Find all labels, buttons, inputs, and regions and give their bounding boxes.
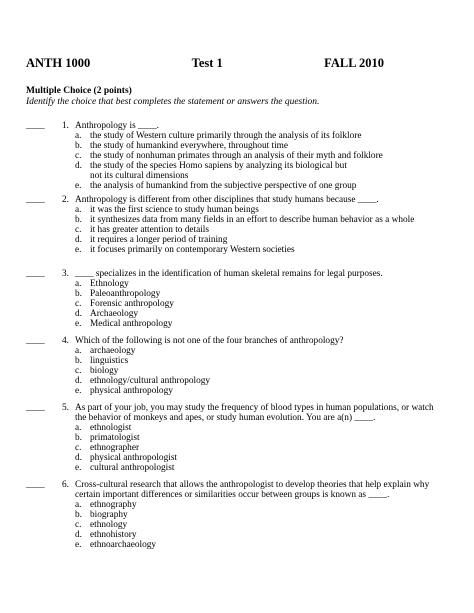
answer-blank: ____ [26, 403, 45, 413]
choice-d: d. the study of the species Homo sapiens by analyzing its biological but not its cultural dimensions [75, 161, 347, 181]
question-stem: Anthropology is ____. [75, 121, 159, 131]
question-2 [26, 195, 446, 255]
question-stem: Which of the following is not one of the four branches of anthropology? [75, 336, 344, 346]
question-number: 5. [62, 403, 69, 413]
choice-c: c. the study of nonhuman primates through an analysis of their myth and folklore [75, 151, 383, 161]
section-title: Multiple Choice (2 points) [26, 86, 132, 96]
choice-a: a. ethnologist [75, 423, 132, 433]
answer-blank: ____ [26, 269, 45, 279]
answer-blank: ____ [26, 336, 45, 346]
question-number: 2. [62, 195, 69, 205]
question-6 [26, 480, 446, 550]
choice-b: b. primatologist [75, 433, 140, 443]
choice-b: b. Paleoanthropology [75, 289, 161, 299]
choice-d: d. ethnohistory [75, 530, 137, 540]
section-instructions: Identify the choice that best completes the statement or answers the question. [26, 97, 320, 107]
choice-a: a. it was the first science to study human beings [75, 205, 259, 215]
choice-list [26, 500, 446, 550]
answer-blank: ____ [26, 121, 45, 131]
choice-c: c. Forensic anthropology [75, 299, 174, 309]
choice-a: a. the study of Western culture primarily through the analysis of its folklore [75, 131, 362, 141]
choice-list [26, 131, 446, 191]
choice-d: d. ethnology/cultural anthropology [75, 376, 211, 386]
choice-list [26, 279, 446, 329]
choice-list [26, 423, 446, 473]
choice-d: d. it requires a longer period of training [75, 235, 228, 245]
answer-blank: ____ [26, 480, 45, 490]
choice-e: e. cultural anthropologist [75, 463, 175, 473]
choice-b: b. linguistics [75, 356, 129, 366]
question-1 [26, 121, 446, 191]
question-4 [26, 336, 446, 396]
document-header [26, 56, 384, 71]
choice-list [26, 205, 446, 255]
choice-c: c. ethnology [75, 520, 128, 530]
question-number: 1. [62, 121, 69, 131]
choice-e: e. the analysis of humankind from the subjective perspective of one group [75, 181, 357, 191]
choice-a: a. archaeology [75, 346, 136, 356]
term: FALL 2010 [324, 56, 384, 70]
question-stem: As part of your job, you may study the frequency of blood types in human populations, or watch the behavior of monkeys and apes, or study human evolution. You are a(n) ____. [75, 403, 434, 423]
answer-blank: ____ [26, 195, 45, 205]
choice-a: a. Ethnology [75, 279, 129, 289]
question-5 [26, 403, 446, 473]
choice-b: b. biography [75, 510, 128, 520]
choice-e: e. Medical anthropology [75, 319, 173, 329]
choice-c: c. biology [75, 366, 119, 376]
question-number: 6. [62, 480, 69, 490]
choice-e: e. ethnoarchaeology [75, 540, 157, 550]
question-number: 4. [62, 336, 69, 346]
question-stem: Cross-cultural research that allows the anthropologist to develop theories that help explain why certain important differences or similarities occur between groups is known as ____. [75, 480, 430, 500]
question-3 [26, 269, 446, 329]
choice-d: d. physical anthropologist [75, 453, 178, 463]
question-stem: ____ specializes in the identification of human skeletal remains for legal purposes. [75, 269, 383, 279]
test-title: Test 1 [191, 56, 223, 70]
question-stem: Anthropology is different from other disciplines that study humans because ____. [75, 195, 379, 205]
choice-e: e. physical anthropology [75, 386, 173, 396]
choice-list [26, 346, 446, 396]
course-code: ANTH 1000 [26, 56, 91, 70]
question-number: 3. [62, 269, 69, 279]
choice-d: d. Archaeology [75, 309, 139, 319]
choice-c: c. ethnographer [75, 443, 140, 453]
choice-b: b. the study of humankind everywhere, throughout time [75, 141, 289, 151]
choice-c: c. it has greater attention to details [75, 225, 210, 235]
choice-e: e. it focuses primarily on contemporary Western societies [75, 245, 295, 255]
choice-b: b. it synthesizes data from many fields in an effort to describe human behavior as a whole [75, 215, 415, 225]
choice-a: a. ethnography [75, 500, 137, 510]
